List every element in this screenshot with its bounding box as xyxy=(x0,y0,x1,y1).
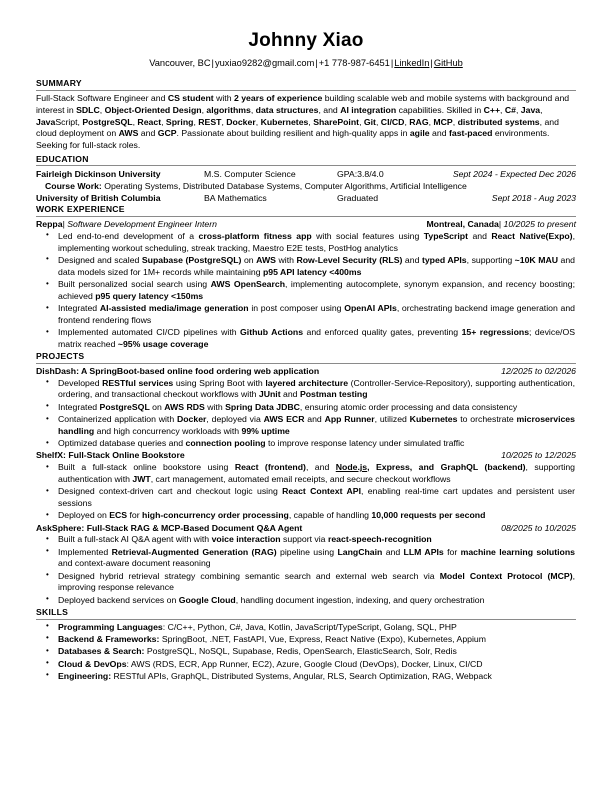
bullet-item: • Built a full-stack AI Q&A agent with with voice interaction support via react-speech-recognition xyxy=(36,534,576,546)
work-job-title: Software Development Engineer Intern xyxy=(67,219,217,230)
skill-label: Engineering: xyxy=(58,670,112,681)
contact-separator-3: | xyxy=(390,57,394,68)
education-school: Fairleigh Dickinson University xyxy=(36,169,161,180)
linkedin-link[interactable]: LinkedIn xyxy=(394,57,430,68)
education-gpa: Graduated xyxy=(337,193,379,204)
skill-value: PostgreSQL, NoSQL, Supabase, Redis, OpenSearch, ElasticSearch, Solr, Redis xyxy=(144,646,457,657)
bullet-item: • Containerized application with Docker, deployed via AWS ECR and App Runner, utilized Kubernetes to orchestrate microservices handling and high concurrency workloads with 99% uptime xyxy=(36,414,576,438)
summary-text: Full-Stack Software Engineer and CS student with 2 years of experience building scalable web and mobile systems with background and interest in SDLC, Object-Oriented Design, algorithms, data structures, and AI integration capabilities. Skilled in C++, C#, Java, JavaScript, PostgreSQL, React, Spring, REST, Docker, Kubernetes, SharePoint, Git, CI/CD, RAG, MCP, distributed systems, and cloud deployment on AWS and GCP. Passionate about building resilient and high-quality apps in agile and fast-paced environments. Seeking for full-stack roles. xyxy=(36,93,570,150)
education-degree: M.S. Computer Science xyxy=(204,169,296,180)
skill-item xyxy=(36,634,576,646)
bullet-item: • Designed and scaled Supabase (PostgreSQL) on AWS with Row-Level Security (RLS) and typed APIs, supporting ~10K MAU and data models sized for 1M+ records while maintaining p95 API latency <400ms xyxy=(36,255,576,279)
section-rule-work-experience xyxy=(36,216,576,217)
project-entry-header xyxy=(36,523,576,535)
project-date: 08/2025 to 10/2025 xyxy=(501,522,576,533)
section-title-projects: PROJECTS xyxy=(36,351,85,362)
skill-value: : AWS (RDS, ECR, App Runner, EC2), Azure, Google Cloud (DevOps), Docker, Linux, CI/CD xyxy=(126,658,483,669)
contact-line xyxy=(36,58,576,70)
bullet-item: • Deployed backend services on Google Cloud, handling document ingestion, indexing, and query orchestration xyxy=(36,595,576,607)
bullet-item: • Integrated PostgreSQL on AWS RDS with Spring Data JDBC, ensuring atomic order processing and data consistency xyxy=(36,402,576,414)
bullet-item: • Led end-to-end development of a cross-platform fitness app with social features using TypeScript and React Native(Expo), implementing workout scheduling, streak tracking, Maestro E2E tests, PostHog analytics xyxy=(36,231,576,255)
github-link[interactable]: GitHub xyxy=(433,57,463,68)
contact-separator-2: | xyxy=(315,57,318,68)
education-degree: BA Mathematics xyxy=(204,193,267,204)
education-entry xyxy=(36,168,576,180)
skill-value: RESTful APIs, GraphQL, Distributed Systems, Angular, RLS, Search Optimization, RAG, Webpack xyxy=(111,670,492,681)
education-coursework xyxy=(36,180,576,192)
section-title-education: EDUCATION xyxy=(36,153,89,164)
bullet-item: • Optimized database queries and connection pooling to improve response latency under simulated traffic xyxy=(36,438,576,450)
bullet-item: • Designed context-driven cart and checkout logic using React Context API, enabling real-time cart updates and persistent user sessions xyxy=(36,486,576,510)
work-company-title xyxy=(36,219,217,231)
section-title-work-experience: WORK EXPERIENCE xyxy=(36,204,125,215)
skill-item xyxy=(36,659,576,671)
work-bullet-list xyxy=(36,231,576,351)
skills-list xyxy=(36,622,576,683)
skill-label: Programming Languages xyxy=(58,621,163,632)
skill-item xyxy=(36,671,576,683)
bullet-item: • Designed hybrid retrieval strategy combining semantic search and external web search via Model Context Protocol (MCP), improving response relevance xyxy=(36,571,576,595)
bullet-item: • Integrated AI-assisted media/image generation in post composer using OpenAI APIs, orchestrating backend image generation and frontend rendering flows xyxy=(36,303,576,327)
bullet-item: • Developed RESTful services using Spring Boot with layered architecture (Controller-Service-Repository), supporting authentication, ordering, and transactional checkout workflows with JUnit and Postman testing xyxy=(36,378,576,402)
education-entry xyxy=(36,192,576,204)
project-bullet-list xyxy=(36,462,576,522)
skill-label: Backend & Frameworks: xyxy=(58,633,160,644)
project-date: 12/2025 to 02/2026 xyxy=(501,365,576,376)
contact-phone: +1 778-987-6451 xyxy=(318,57,390,68)
project-title-text: AskSphere: Full-Stack RAG & MCP-Based Document Q&A Agent xyxy=(36,522,303,533)
section-title-skills: SKILLS xyxy=(36,606,69,617)
project-title-text: DishDash: A SpringBoot-based online food ordering web application xyxy=(36,365,320,376)
section-rule-education xyxy=(36,165,576,166)
project-title xyxy=(36,523,302,535)
section-title-summary: SUMMARY xyxy=(36,78,82,89)
project-date: 10/2025 to 12/2025 xyxy=(501,450,576,461)
skill-label: Cloud & DevOps xyxy=(58,658,127,669)
education-gpa: GPA:3.8/4.0 xyxy=(337,169,384,180)
contact-email: yuxiao9282@gmail.com xyxy=(214,57,315,68)
skill-value: SpringBoot, .NET, FastAPI, Vue, Express, React Native (Expo), Kubernetes, Appium xyxy=(159,633,486,644)
project-title-text: ShelfX: Full-Stack Online Bookstore xyxy=(36,450,185,461)
contact-separator-1: | xyxy=(211,57,214,68)
work-entry-header xyxy=(36,219,576,231)
skill-value: : C/C++, Python, C#, Java, Kotlin, JavaScript/TypeScript, Golang, SQL, PHP xyxy=(162,621,457,632)
project-title xyxy=(36,450,185,462)
candidate-name: Johnny Xiao xyxy=(248,30,364,51)
bullet-item: • Implemented automated CI/CD pipelines with Github Actions and enforced quality gates, preventing 15+ regressions; device/OS matrix reached ~95% usage coverage xyxy=(36,327,576,351)
work-company: Reppa xyxy=(36,219,63,230)
section-rule-projects xyxy=(36,363,576,364)
bullet-item: • Built a full-stack online bookstore using React (frontend), and Node.js, Express, and GraphQL (backend), supporting authentication with JWT, cart management, automated email receipts, and secure checkout workflows xyxy=(36,462,576,486)
education-date: Sept 2024 - Expected Dec 2026 xyxy=(452,169,576,180)
contact-location: Vancouver, BC xyxy=(149,57,211,68)
section-rule-summary xyxy=(36,90,576,91)
skill-label: Databases & Search: xyxy=(58,646,145,657)
project-title xyxy=(36,366,319,378)
project-entry-header xyxy=(36,366,576,378)
contact-separator-4: | xyxy=(430,57,433,68)
skill-item xyxy=(36,646,576,658)
coursework-value: Operating Systems, Distributed Database Systems, Computer Algorithms, Artificial Intelligence xyxy=(101,181,467,192)
education-date: Sept 2018 - Aug 2023 xyxy=(491,193,576,204)
section-rule-skills xyxy=(36,619,576,620)
education-school: University of British Columbia xyxy=(36,193,161,204)
project-entry-header xyxy=(36,450,576,462)
work-header-separator: | xyxy=(62,219,65,230)
work-location-date xyxy=(426,219,576,231)
work-location: Montreal, Canada xyxy=(426,219,499,230)
skill-item xyxy=(36,622,576,634)
work-date: 10/2025 to present xyxy=(503,219,576,230)
project-bullet-list xyxy=(36,378,576,450)
project-bullet-list xyxy=(36,534,576,606)
coursework-label: Course Work: xyxy=(45,181,102,192)
work-header-separator-2: | xyxy=(498,219,502,230)
bullet-item: • Deployed on ECS for high-concurrency order processing, capable of handling 10,000 requests per second xyxy=(36,510,576,522)
bullet-item: • Built personalized social search using AWS OpenSearch, implementing autocomplete, synonym expansion, and recency boosting; achieved p95 query latency <150ms xyxy=(36,279,576,303)
bullet-item: • Implemented Retrieval-Augmented Generation (RAG) pipeline using LangChain and LLM APIs for machine learning solutions and context-aware document reasoning xyxy=(36,547,576,571)
